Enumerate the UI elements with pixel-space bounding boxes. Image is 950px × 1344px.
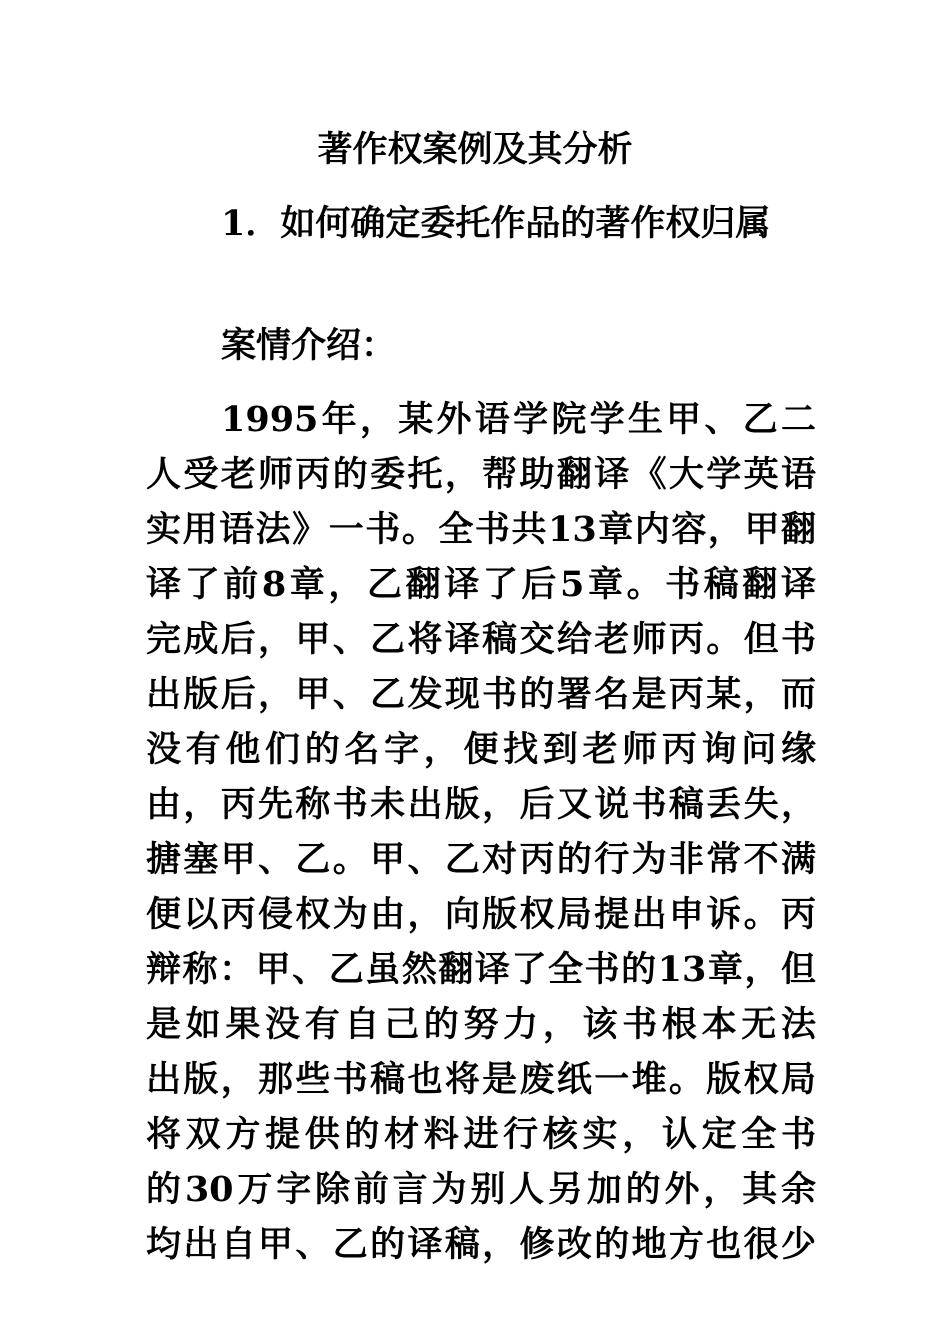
body-line: 便以丙侵权为由，向版权局提出申诉。丙 [146,894,816,935]
body-line: 均出自甲、乙的译稿，修改的地方也很少 [146,1224,816,1265]
body-line: 实用语法》一书。全书共13章内容，甲翻 [146,509,816,550]
body-line: 完成后，甲、乙将译稿交给老师丙。但书 [146,619,816,660]
body-line: 出版后，甲、乙发现书的署名是丙某，而 [146,674,816,715]
body-line: 译了前8章，乙翻译了后5章。书稿翻译 [146,564,816,605]
body-line: 是如果没有自己的努力，该书根本无法 [146,1004,816,1045]
section-heading: 1．如何确定委托作品的著作权归属 [221,203,771,244]
case-label: 案情介绍： [221,325,397,366]
body-line: 出版，那些书稿也将是废纸一堆。版权局 [146,1059,816,1100]
body-line: 的30万字除前言为别人另加的外，其余 [146,1169,816,1210]
case-body [146,392,816,1272]
document-title: 著作权案例及其分析 [317,129,633,170]
body-line: 将双方提供的材料进行核实，认定全书 [146,1114,816,1155]
body-line: 由，丙先称书未出版，后又说书稿丢失， [146,784,816,825]
body-line: 辩称：甲、乙虽然翻译了全书的13章，但 [146,949,816,990]
body-line: 人受老师丙的委托，帮助翻译《大学英语 [146,454,816,495]
body-line: 搪塞甲、乙。甲、乙对丙的行为非常不满 [146,839,816,880]
body-line: 1995年，某外语学院学生甲、乙二 [221,399,816,440]
body-line: 没有他们的名字，便找到老师丙询问缘 [146,729,816,770]
